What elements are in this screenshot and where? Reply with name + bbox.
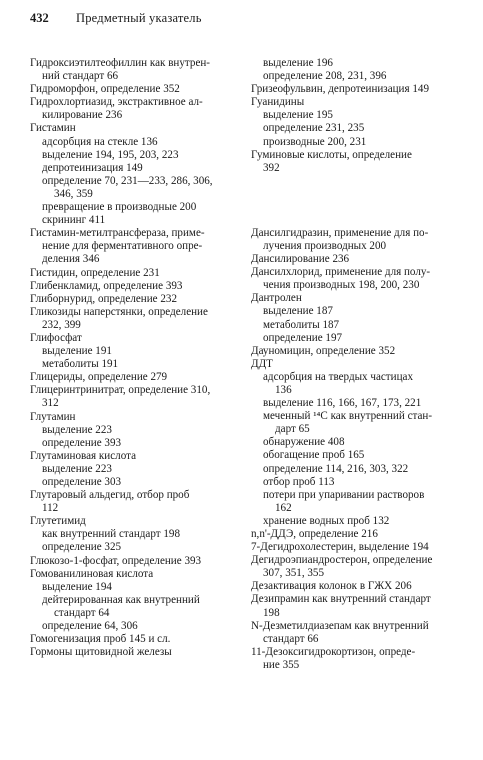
index-line: Гуанидины [251, 96, 305, 109]
index-line: метаболиты 191 [42, 358, 119, 371]
index-subentry [30, 149, 238, 162]
index-entry [251, 528, 457, 541]
index-line: Дезактивация колонок в ГЖХ 206 [251, 580, 412, 593]
index-line: Гистидин, определение 231 [30, 266, 160, 279]
index-line: выделение 223 [42, 462, 112, 475]
index-entry [251, 646, 457, 672]
index-line: 198 [263, 606, 280, 619]
index-subentry [251, 57, 457, 70]
index-line: ДДТ [251, 357, 273, 370]
index-entry [30, 57, 238, 83]
index-entry [251, 253, 457, 266]
page-header [30, 11, 460, 27]
index-line: Глюкозо-1-фосфат, определение 393 [30, 554, 202, 567]
index-subentry [30, 162, 238, 175]
index-column-right-bottom [251, 227, 457, 672]
index-line: нение для ферментативного опре- [42, 240, 203, 253]
index-line: определение 231, 235 [263, 122, 365, 135]
index-line: хранение водных проб 132 [263, 514, 390, 527]
index-entry [30, 96, 238, 122]
page-title: Предметный указатель [76, 11, 202, 25]
index-line: выделение 223 [42, 423, 112, 436]
index-line: 112 [42, 502, 59, 515]
index-subentry [251, 305, 457, 318]
index-subentry [251, 371, 457, 397]
index-line: 346, 359 [54, 187, 93, 200]
index-entry [30, 450, 238, 463]
index-subentry [251, 489, 457, 515]
index-subentry [251, 515, 457, 528]
index-subentry [30, 541, 238, 554]
index-line: метаболиты 187 [263, 318, 340, 331]
index-entry [251, 580, 457, 593]
letter-section-gap [251, 175, 457, 227]
index-line: Глицериды, определение 279 [30, 371, 168, 384]
index-entry [251, 554, 457, 580]
index-column-left [30, 57, 238, 659]
index-line: 307, 351, 355 [263, 567, 325, 580]
index-entry [30, 306, 238, 332]
index-line: 7-Дегидрохолестерин, выделение 194 [251, 541, 429, 554]
index-line: определение 325 [42, 541, 122, 554]
index-line: адсорбция на стекле 136 [42, 135, 158, 148]
index-subentry [251, 397, 457, 410]
index-line: Гистамин-метилтрансфераза, приме- [30, 227, 205, 240]
index-subentry [251, 476, 457, 489]
index-line: Дегидроэпиандростерон, определение [251, 554, 433, 567]
index-line: Глифосфат [30, 331, 82, 344]
index-line: 162 [275, 501, 292, 514]
index-entry [30, 83, 238, 96]
index-subentry [251, 410, 457, 436]
index-entry [251, 292, 457, 305]
index-line: n,n'-ДДЭ, определение 216 [251, 528, 378, 540]
index-line: дарт 65 [275, 423, 310, 436]
index-entry [30, 411, 238, 424]
index-line: Гомованилиновая кислота [30, 567, 154, 580]
index-subentry [30, 437, 238, 450]
index-entry [251, 358, 457, 371]
index-subentry [30, 424, 238, 437]
index-line: определение 70, 231—233, 286, 306, [42, 174, 213, 187]
index-subentry [30, 476, 238, 489]
index-line: Глутаминовая кислота [30, 449, 136, 462]
index-line: Гидроморфон, определение 352 [30, 83, 180, 96]
index-entry [251, 96, 457, 109]
index-entry [30, 280, 238, 293]
index-subentry [30, 175, 238, 201]
index-subentry [251, 319, 457, 332]
index-line: 392 [263, 161, 280, 174]
index-subentry [30, 594, 238, 620]
index-line: скрининг 411 [42, 214, 106, 227]
index-entry [251, 620, 457, 646]
index-line: Глутетимид [30, 515, 86, 528]
index-entry [251, 266, 457, 292]
index-line: ний стандарт 66 [42, 70, 119, 83]
index-entry [251, 83, 457, 96]
index-line: выделение 195 [263, 109, 333, 122]
index-line: определение 208, 231, 396 [263, 70, 387, 83]
index-line: определение 114, 216, 303, 322 [263, 462, 409, 475]
index-entry [251, 593, 457, 619]
index-line: определение 64, 306 [42, 620, 138, 633]
index-line: выделение 194 [42, 580, 112, 593]
index-line: стандарт 64 [54, 606, 110, 619]
index-line: чения производных 198, 200, 230 [263, 279, 420, 292]
index-line: Гомогенизация проб 145 и сл. [30, 633, 171, 646]
index-column-right [251, 57, 457, 672]
index-entry [30, 267, 238, 280]
index-line: определение 393 [42, 436, 122, 449]
index-entry [30, 122, 238, 135]
index-subentry [30, 620, 238, 633]
index-entry [30, 384, 238, 410]
index-entry [30, 371, 238, 384]
index-line: 11-Дезоксигидрокортизон, опреде- [251, 645, 416, 658]
index-entry [30, 332, 238, 345]
index-subentry [251, 463, 457, 476]
index-subentry [251, 122, 457, 135]
index-line: меченный ¹⁴C как внутренний стан- [263, 410, 433, 423]
index-subentry [251, 109, 457, 122]
index-line: Гидроксиэтилтеофиллин как внутрен- [30, 57, 211, 69]
index-line: 232, 399 [42, 318, 81, 331]
index-line: Глутаровый альдегид, отбор проб [30, 489, 190, 502]
index-entry [251, 345, 457, 358]
index-line: Гликозиды наперстянки, определение [30, 305, 208, 318]
index-line: Глицеринтринитрат, определение 310, [30, 384, 211, 397]
index-line: Дансилирование 236 [251, 253, 350, 266]
index-entry [30, 515, 238, 528]
index-line: Гормоны щитовидной железы [30, 646, 172, 659]
index-subentry [251, 136, 457, 149]
index-line: выделение 196 [263, 57, 333, 69]
index-line: потери при упаривании растворов [263, 488, 425, 501]
index-line: 312 [42, 397, 59, 410]
index-line: производные 200, 231 [263, 135, 367, 148]
index-entry [30, 646, 238, 659]
page-number: 432 [30, 11, 49, 25]
index-subentry [30, 214, 238, 227]
index-subentry [251, 449, 457, 462]
index-line: выделение 191 [42, 345, 112, 358]
index-line: Гидрохлортиазид, экстрактивное ал- [30, 96, 203, 109]
index-entry [251, 149, 457, 175]
index-line: Глибенкламид, определение 393 [30, 279, 183, 292]
index-line: отбор проб 113 [263, 475, 335, 488]
index-subentry [251, 436, 457, 449]
index-line: стандарт 66 [263, 632, 319, 645]
index-entry [30, 293, 238, 306]
index-line: как внутренний стандарт 198 [42, 528, 181, 541]
index-line: депротеинизация 149 [42, 161, 143, 174]
index-line: ние 355 [263, 658, 300, 671]
index-line: 136 [275, 383, 292, 396]
index-subentry [251, 332, 457, 345]
index-subentry [30, 136, 238, 149]
index-line: выделение 187 [263, 305, 333, 318]
index-subentry [30, 345, 238, 358]
index-line: Дезипрамин как внутренний стандарт [251, 593, 431, 606]
index-entry [30, 555, 238, 568]
index-line: дейтерированная как внутренний [42, 593, 200, 606]
index-line: Дауномицин, определение 352 [251, 344, 396, 357]
index-subentry [30, 581, 238, 594]
index-entry [30, 489, 238, 515]
index-line: определение 197 [263, 331, 343, 344]
index-line: Глиборнурид, определение 232 [30, 292, 177, 305]
index-column-right-top [251, 57, 457, 175]
index-line: обнаружение 408 [263, 436, 345, 449]
index-line: лучения производных 200 [263, 239, 387, 252]
index-subentry [251, 70, 457, 83]
index-line: выделение 116, 166, 167, 173, 221 [263, 397, 422, 410]
index-line: определение 303 [42, 476, 122, 488]
index-line: деления 346 [42, 253, 100, 266]
index-line: килирование 236 [42, 109, 123, 122]
index-line: N-Дезметилдиазепам как внутренний [251, 619, 429, 632]
index-line: Гистамин [30, 122, 76, 135]
index-line: Глутамин [30, 410, 76, 423]
index-line: обогащение проб 165 [263, 449, 365, 462]
index-entry [30, 227, 238, 266]
index-line: адсорбция на твердых частицах [263, 370, 413, 383]
index-entry [251, 227, 457, 253]
index-subentry [30, 201, 238, 214]
index-subentry [30, 463, 238, 476]
index-line: Дансилгидразин, применение для по- [251, 226, 429, 239]
index-subentry [30, 358, 238, 371]
index-line: выделение 194, 195, 203, 223 [42, 148, 179, 161]
index-subentry [30, 528, 238, 541]
index-line: Гризеофульвин, депротеинизация 149 [251, 83, 430, 96]
index-line: Дантролен [251, 292, 302, 305]
index-entry [30, 633, 238, 646]
index-line: Дансилхлорид, применение для полу- [251, 266, 431, 279]
index-line: превращение в производные 200 [42, 201, 197, 214]
index-line: Гуминовые кислоты, определение [251, 148, 412, 161]
index-entry [251, 541, 457, 554]
index-entry [30, 568, 238, 581]
